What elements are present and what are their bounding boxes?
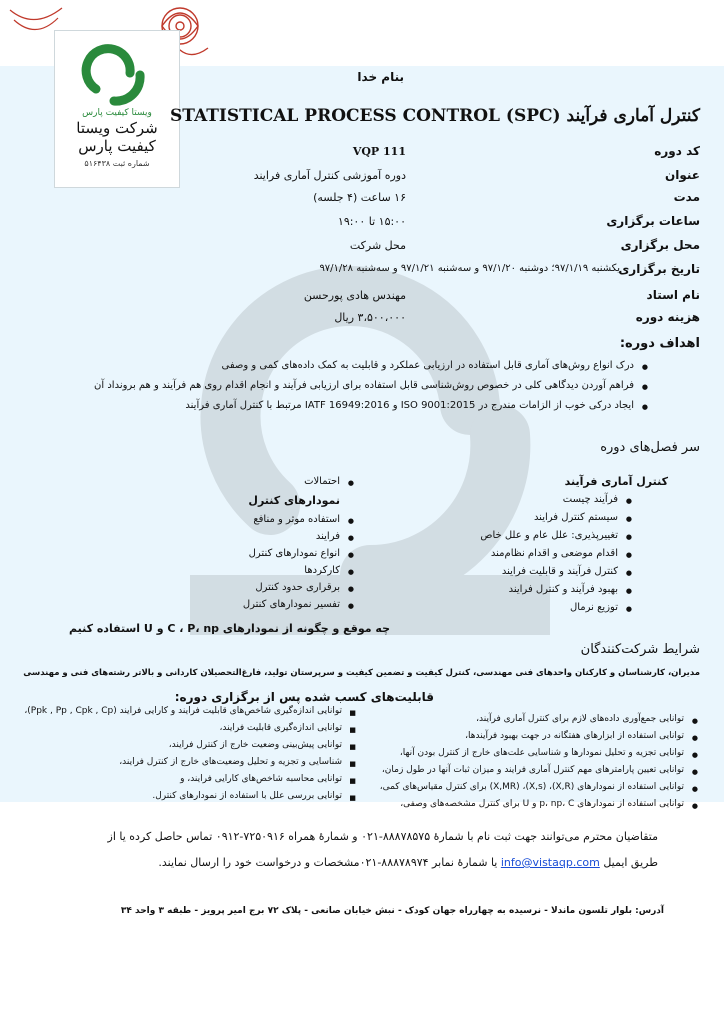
course-field-value: ۱۵:۰۰ تا ۱۹:۰۰ (337, 215, 406, 228)
list-item: ● توانایی تعیین پارامترهای مهم کنترل آماری فرایند و میزان ثبات آنها در طول زمان، (380, 765, 684, 782)
list-item: ● فراهم آوردن دیدگاهی کلی در خصوص روش‌شناسی قابل استفاده برای ارزیابی فرآیند و انجام اقدام روی هم فرآیند و هم برونداد آن (94, 380, 634, 400)
list-item: ■ توانایی بررسی علل با استفاده از نمودارهای کنترل. (24, 791, 342, 808)
course-field-value: محل شرکت (349, 239, 406, 252)
list-item: ■ توانایی اندازه‌گیری شاخص‌های قابلیت فرایند و کارایی فرایند (Ppk , Pp , Cpk , Cp)، (24, 706, 342, 723)
list-item: ■ توانایی اندازه‌گیری قابلیت فرایند، (24, 723, 342, 740)
list-item: ● فرآیند چیست (480, 494, 618, 512)
syllabus-left-list (243, 514, 340, 616)
course-field-value: ۳،۵۰۰،۰۰۰ ریال (334, 311, 406, 324)
email-link[interactable]: info@vistaqp.com (500, 856, 600, 869)
contact-line-2-end: یا شمارهٔ نمابر ۸۸۸۷۸۹۷۴-۰۲۱مشخصات و درخواست خود را ارسال نمایند. (158, 856, 498, 869)
list-item: ● فرایند (243, 531, 340, 548)
course-field-value: VQP 111 (352, 145, 406, 158)
logo-registration: شماره ثبت ۵۱۶۴۳۸ (84, 159, 150, 168)
address: آدرس: بلوار تلسون ماندلا - نرسیده به چهارراه جهان کودک - نبش خیابان صانعی - پلاک ۷۲ برج امیر پرویز - طبقه ۳ واحد ۳۴ (120, 906, 664, 916)
list-item: ● توانایی استفاده از نمودارهای (X,R)، (X,s)، (X,MR) برای کنترل مقیاس‌های کمی، (380, 782, 684, 799)
participants-heading: شرایط شرکت‌کنندگان (580, 642, 700, 657)
syllabus-right-list (480, 494, 618, 620)
course-field-label: عنوان (665, 168, 700, 182)
syllabus-left-title: نمودارهای کنترل (248, 494, 340, 507)
course-field-value: مهندس هادی پورحسن (303, 289, 406, 302)
list-item: ● سیستم کنترل فرایند (480, 512, 618, 530)
logo-brand-line: ویستا کیفیت پارس (82, 108, 152, 118)
participants-text: مدیران، کارشناسان و کارکنان واحدهای فنی مهندسی، کنترل کیفیت و تضمین کیفیت و سرپرستان تولید، فارغ‌التحصیلان کاردانی و بالاتر رشته‌های فنی و مهندسی (23, 668, 700, 678)
contact-line-1: متقاضیان محترم می‌توانند جهت ثبت نام با شمارهٔ ۸۸۸۷۸۵۷۵-۰۲۱ و شمارهٔ همراه ۷۲۵۰۹۱۶-۰۹۱۲ تماس حاصل کرده یا از (107, 830, 658, 843)
list-item: ● توانایی استفاده از ابزارهای هفتگانه در جهت بهبود فرآیندها، (380, 731, 684, 748)
capabilities-left-list (24, 706, 342, 808)
course-field-value: ۱۶ ساعت (۴ جلسه) (313, 191, 406, 204)
list-item: ● توانایی جمع‌آوری داده‌های لازم برای کنترل آماری فرآیند، (380, 714, 684, 731)
logo-mark-icon (78, 37, 156, 107)
list-item: ● بهبود فرآیند و کنترل فرایند (480, 584, 618, 602)
list-item: ■ شناسایی و تجزیه و تحلیل وضعیت‌های خارج از کنترل فرایند، (24, 757, 342, 774)
course-field-label: کد دوره (654, 144, 700, 158)
list-item: ● تغییرپذیری: علل عام و علل خاص (480, 530, 618, 548)
syllabus-left-first (304, 476, 340, 487)
list-item: ● توانایی استفاده از نمودارهای p، np، C و U برای کنترل مشخصه‌های وصفی، (380, 799, 684, 816)
list-item: ● کنترل فرآیند و قابلیت فرایند (480, 566, 618, 584)
syllabus-heading: سر فصل‌های دوره (600, 440, 700, 455)
course-field-label: ساعات برگزاری (606, 214, 700, 228)
list-item: ● توزیع نرمال (480, 602, 618, 620)
course-field-label: مدت (673, 190, 700, 204)
list-item: ● انواع نمودارهای کنترل (243, 548, 340, 565)
syllabus-closing: چه موقع و چگونه از نمودارهای C ، P، np و U استفاده کنیم (68, 622, 390, 635)
course-field-value: یکشنبه ۹۷/۱/۱۹؛ دوشنبه ۹۷/۱/۲۰ و سه‌شنبه ۹۷/۱/۲۱ و سه‌شنبه ۹۷/۱/۲۸ (319, 263, 620, 274)
capabilities-heading: قابلیت‌های کسب شده پس از برگزاری دوره: (174, 690, 434, 704)
company-logo (54, 30, 180, 188)
list-item: ● توانایی تجزیه و تحلیل نمودارها و شناسایی علت‌های خارج از کنترل بودن آنها، (380, 748, 684, 765)
list-item: ● اقدام موضعی و اقدام نظام‌مند (480, 548, 618, 566)
list-item: ● درک انواع روش‌های آماری قابل استفاده در ارزیابی عملکرد و قابلیت به کمک داده‌های کمی و وصفی (94, 360, 634, 380)
list-item: ● ایجاد درکی خوب از الزامات مندرج در ISO 9001:2015 و IATF 16949:2016 مرتبط با کنترل آماری فرآیند (94, 400, 634, 420)
contact-line-2-start: طریق ایمیل (603, 856, 658, 869)
syllabus-right-title: کنترل آماری فرآیند (564, 475, 668, 488)
list-item: ● کارکردها (243, 565, 340, 582)
contact-line-2 (158, 856, 658, 869)
list-item: ■ توانایی محاسبه شاخص‌های کارایی فرایند، و (24, 774, 342, 791)
course-field-label: نام استاد (646, 288, 700, 302)
capabilities-right-list (380, 714, 684, 816)
course-field-value: دوره آموزشی کنترل آماری فرایند (253, 169, 406, 182)
goals-list (94, 360, 634, 420)
list-item: ● استفاده موثر و منافع (243, 514, 340, 531)
page-title: کنترل آماری فرآیند STATISTICAL PROCESS CONTROL (SPC) (169, 106, 700, 126)
course-field-label: هزینه دوره (635, 310, 700, 324)
list-item: ■ توانایی پیش‌بینی وضعیت خارج از کنترل فرایند، (24, 740, 342, 757)
goals-heading: اهداف دوره: (619, 336, 700, 351)
course-field-label: محل برگزاری (620, 238, 700, 252)
course-field-label: تاریخ برگزاری (618, 262, 700, 276)
invocation: بنام خدا (357, 70, 404, 84)
list-item: ● برقراری حدود کنترل (243, 582, 340, 599)
logo-company-name: شرکت ویستا کیفیت پارس (76, 119, 158, 155)
list-item: ● احتمالات (304, 476, 340, 487)
list-item: ● تفسیر نمودارهای کنترل (243, 599, 340, 616)
